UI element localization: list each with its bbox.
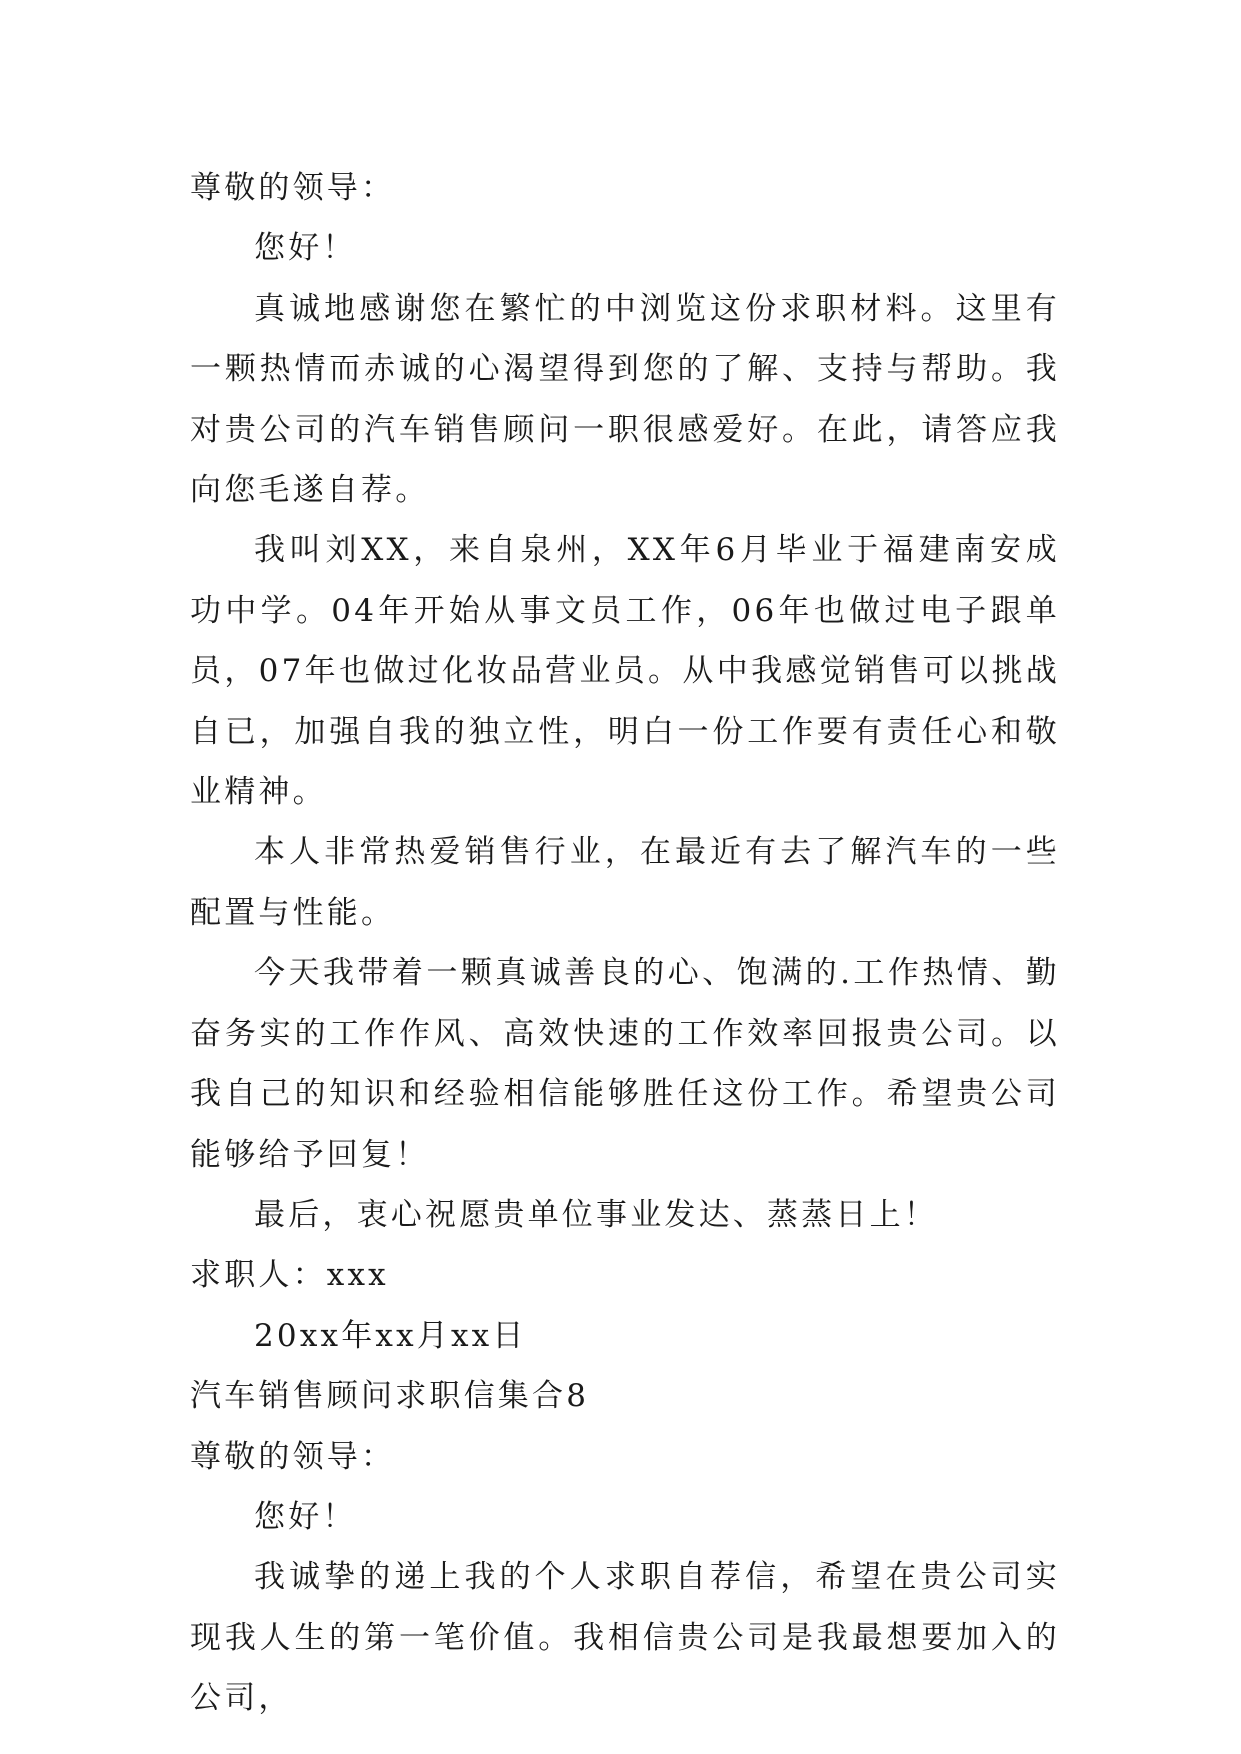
letter1-greeting: 您好！ (254, 230, 357, 267)
letter1-date: 20xx年xx月xx日 (254, 1317, 527, 1354)
letter1-salutation: 尊敬的领导： (190, 170, 396, 206)
letter1-paragraph-1: 真诚地感谢您在繁忙的中浏览这份求职材料。这里有一颗热情而赤诚的心渴望得到您的了解、支持与帮助。我对贵公司的汽车销售顾问一职很感爱好。在此，请答应我向您毛遂自荐。 (190, 290, 1060, 509)
letter2-salutation: 尊敬的领导： (190, 1438, 396, 1475)
letter1-paragraph-2: 我叫刘XX，来自泉州，XX年6月毕业于福建南安成功中学。04年开始从事文员工作，06年也做过电子跟单员，07年也做过化妆品营业员。从中我感觉销售可以挑战自已，加强自我的独立性，明白一份工作要有责任心和敬业精神。 (190, 532, 1060, 811)
letter1-paragraph-4: 今天我带着一颗真诚善良的心、饱满的.工作热情、勤奋务实的工作作风、高效快速的工作效率回报贵公司。以我自己的知识和经验相信能够胜任这份工作。希望贵公司能够给予回复！ (190, 955, 1060, 1173)
section-title: 汽车销售顾问求职信集合8 (190, 1378, 590, 1415)
letter1-paragraph-5: 最后，衷心祝愿贵单位事业发达、蒸蒸日上！ (254, 1196, 938, 1233)
letter2-paragraph-1: 我诚挚的递上我的个人求职自荐信，希望在贵公司实现我人生的第一笔价值。我相信贵公司是我最想要加入的公司， (190, 1559, 1060, 1717)
letter1-paragraph-3: 本人非常热爱销售行业，在最近有去了解汽车的一些配置与性能。 (190, 834, 1060, 931)
document-body (190, 158, 1060, 1729)
letter2-greeting: 您好！ (254, 1498, 357, 1535)
letter1-signature: 求职人：xxx (190, 1257, 389, 1294)
